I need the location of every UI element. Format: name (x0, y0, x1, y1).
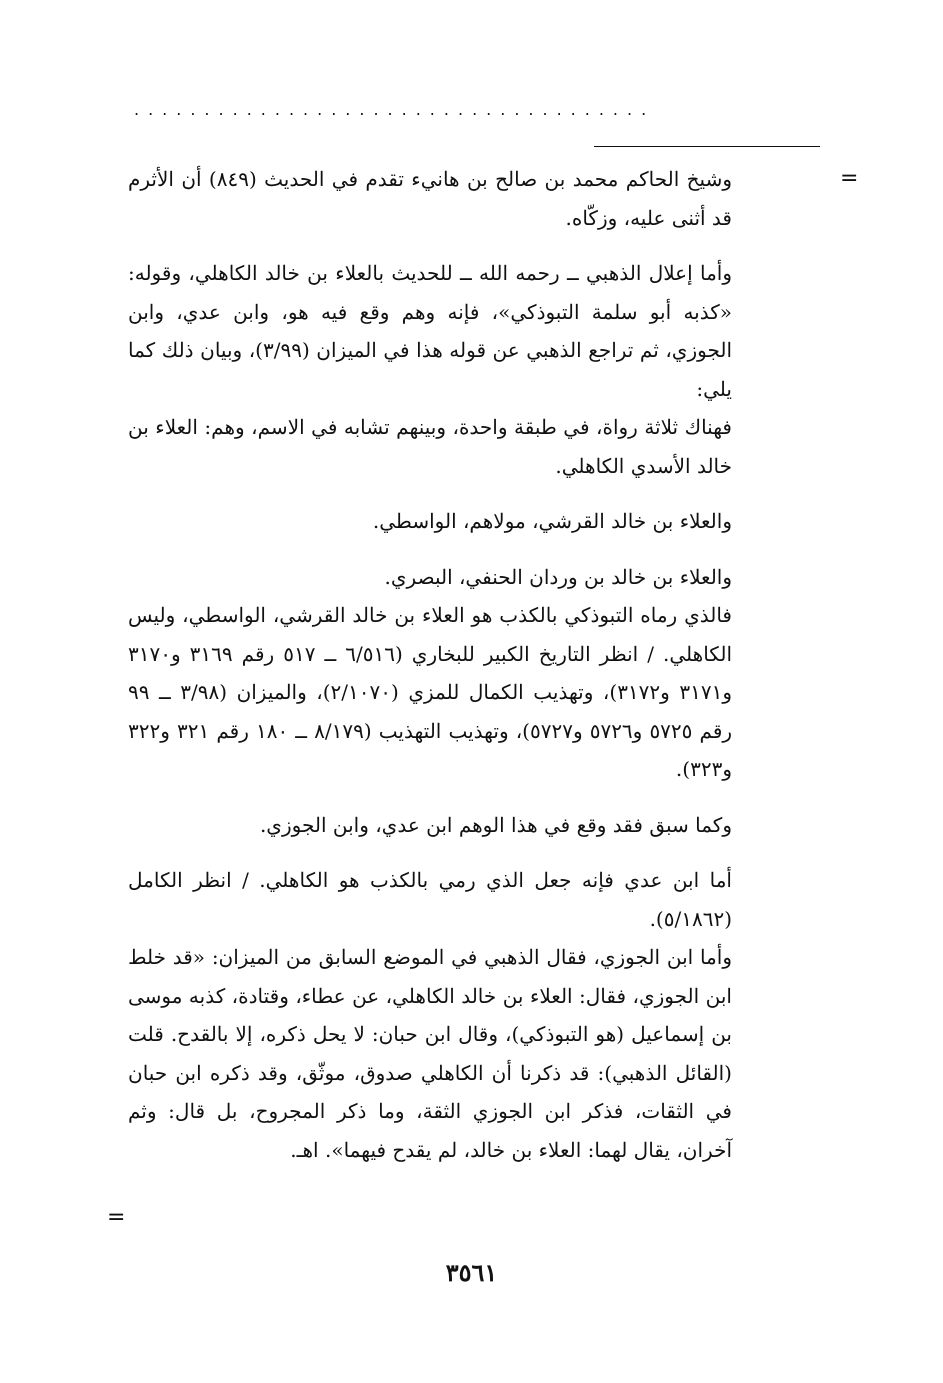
paragraph-9: وأما ابن الجوزي، فقال الذهبي في الموضع السابق من الميزان: «قد خلط ابن الجوزي، فقال: العلاء بن خالد الكاهلي، عن عطاء، وقتادة، كذبه موسى بن إسماعيل (هو التبوذكي)، وقال ابن حبان: لا يحل ذكره، إلا بالقدح. قلت (القائل الذهبي): قد ذكرنا أن الكاهلي صدوق، موثّق، وقد ذكره ابن حبان في الثقات، فذكر ابن الجوزي الثقة، وما ذكر المجروح، بل قال: وثم آخران، يقال لهما: العلاء بن خالد، لم يقدح فيهما». اهـ. (128, 945, 732, 1162)
paragraph-8: أما ابن عدي فإنه جعل الذي رمي بالكذب هو الكاهلي. / انظر الكامل (٥/١٨٦٢). (128, 868, 732, 931)
paragraph-4: والعلاء بن خالد القرشي، مولاهم، الواسطي. (372, 509, 732, 533)
footnote-separator-rule (594, 146, 820, 147)
footnote-text-block (128, 160, 732, 1169)
continuation-marker-top: = (840, 166, 859, 191)
paragraph-5: والعلاء بن خالد بن وردان الحنفي، البصري. (384, 564, 732, 589)
paragraph-7: وكما سبق فقد وقع في هذا الوهم ابن عدي، وابن الجوزي. (259, 812, 732, 837)
page-number: ٣٥٦١ (445, 1258, 498, 1287)
paragraph-6: فالذي رماه التبوذكي بالكذب هو العلاء بن خالد القرشي، الواسطي، وليس الكاهلي. / انظر التاريخ الكبير للبخاري (٦/٥١٦ ــ ٥١٧ رقم ٣١٦٩ و٣١٧٠ و٣١٧١ و٣١٧٢)، وتهذيب الكمال للمزي (٢/١٠٧٠)، والميزان (٣/٩٨ ــ ٩٩ رقم ٥٧٢٥ و٥٧٢٦ و٥٧٢٧)، وتهذيب التهذيب (٨/١٧٩ ــ ١٨٠ رقم ٣٢١ و٣٢٢ و٣٢٣). (128, 603, 733, 781)
paragraph-2: وأما إعلال الذهبي ــ رحمه الله ــ للحديث بالعلاء بن خالد الكاهلي، وقوله: «كذبه أبو سلمة التبوذكي»، فإنه وهم وقع فيه هو، وابن عدي، وابن الجوزي، ثم تراجع الذهبي عن قوله هذا في الميزان (٣/٩٩)، وبيان ذلك كما يلي: (128, 261, 733, 401)
paragraph-1: وشيخ الحاكم محمد بن صالح بن هانيء تقدم في الحديث (٨٤٩) أن الأثرم قد أثنى عليه، وزكّاه. (128, 167, 732, 230)
continuation-marker-bottom: = (107, 1205, 126, 1230)
paragraph-3: فهناك ثلاثة رواة، في طبقة واحدة، وبينهم تشابه في الاسم، وهم: العلاء بن خالد الأسدي الكاهلي. (128, 415, 732, 478)
header-dotted-line: ..................................... (134, 102, 656, 118)
